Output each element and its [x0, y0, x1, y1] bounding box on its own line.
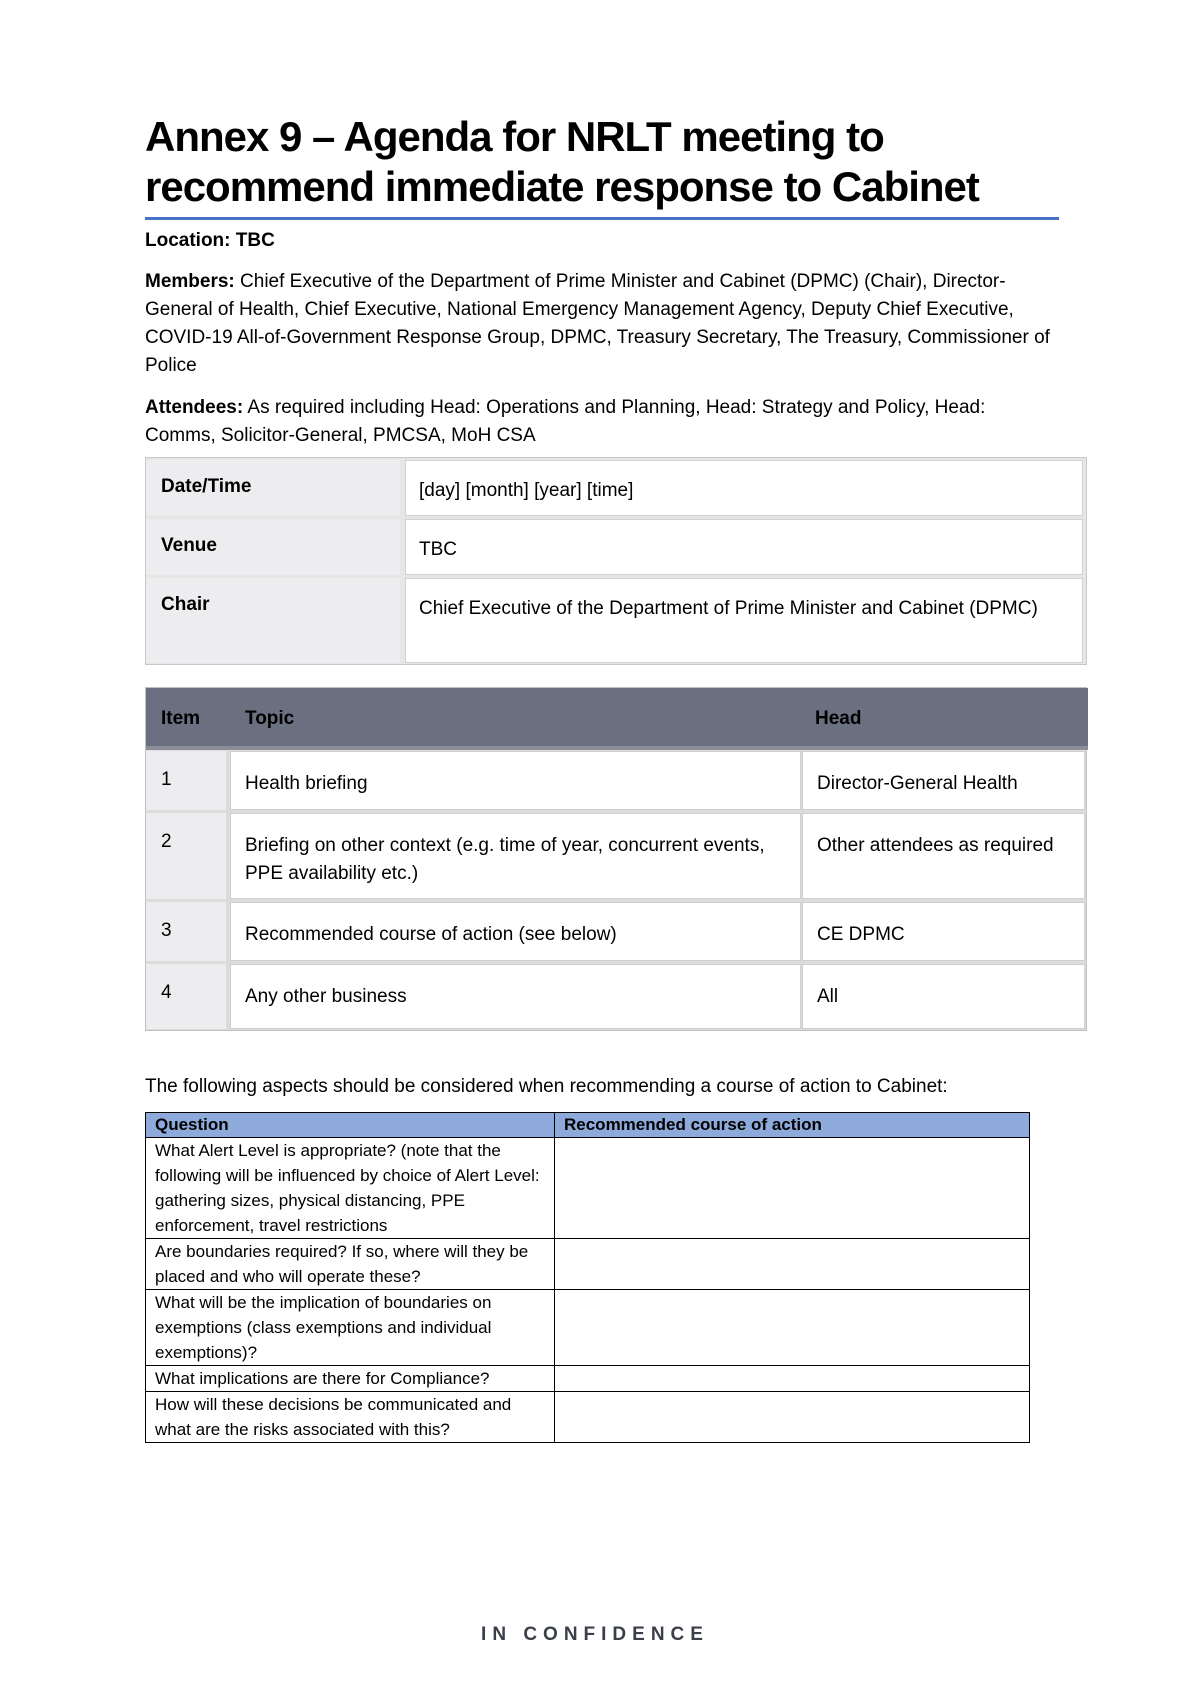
- agenda-topic: Briefing on other context (e.g. time of year, concurrent events, PPE availability etc.): [245, 835, 765, 884]
- table-row: [146, 1290, 1030, 1366]
- table-row: [146, 1239, 1030, 1290]
- table-row: [146, 1392, 1030, 1443]
- agenda-item-number: 2: [161, 831, 172, 852]
- agenda-topic: Any other business: [245, 986, 407, 1007]
- members-value: Chief Executive of the Department of Prime Minister and Cabinet (DPMC) (Chair), Director-General of Health, Chief Executive, National Emergency Management Agency, Deputy Chief Executive, COVID-19 All-of-Government Response Group, DPMC, Treasury Secretary, The Treasury, Commissioner of Police: [145, 271, 1050, 376]
- agenda-row: [146, 902, 1088, 961]
- agenda-header-head: Head: [815, 708, 862, 729]
- agenda-head: All: [817, 986, 839, 1007]
- action-cell: [555, 1138, 1030, 1239]
- considerations-table: [145, 1112, 1030, 1443]
- title-underline: [145, 217, 1059, 220]
- question-cell: What Alert Level is appropriate? (note that the following will be influenced by choice of Alert Level: gathering sizes, physical distancing, PPE enforcement, travel restrictions: [146, 1138, 555, 1239]
- page-title: Annex 9 – Agenda for NRLT meeting to recommend immediate response to Cabinet: [145, 113, 979, 210]
- action-cell: [555, 1392, 1030, 1443]
- action-cell: [555, 1239, 1030, 1290]
- question-cell: Are boundaries required? If so, where will they be placed and who will operate these?: [146, 1239, 555, 1290]
- confidentiality-footer: IN CONFIDENCE: [481, 1624, 709, 1645]
- meeting-row-chair: [146, 578, 1086, 663]
- meeting-row-datetime: [146, 460, 1086, 516]
- datetime-value: [day] [month] [year] [time]: [419, 480, 634, 501]
- action-cell: [555, 1290, 1030, 1366]
- agenda-head: Other attendees as required: [817, 835, 1054, 856]
- agenda-item-number: 4: [161, 982, 172, 1003]
- agenda-topic: Health briefing: [245, 773, 368, 794]
- agenda-head: Director-General Health: [817, 773, 1018, 794]
- agenda-row: [146, 751, 1088, 810]
- agenda-table: [145, 687, 1087, 1031]
- action-cell: [555, 1366, 1030, 1392]
- agenda-header-topic: Topic: [245, 708, 295, 729]
- chair-value: Chief Executive of the Department of Prime Minister and Cabinet (DPMC): [419, 598, 1038, 619]
- attendees-value: As required including Head: Operations and Planning, Head: Strategy and Policy, Head: Comms, Solicitor-General, PMCSA, MoH CSA: [145, 397, 986, 446]
- considerations-header-row: [146, 1113, 1030, 1138]
- table-row: [146, 1366, 1030, 1392]
- agenda-topic: Recommended course of action (see below): [245, 924, 617, 945]
- question-cell: What implications are there for Compliance?: [146, 1366, 555, 1392]
- agenda-row: [146, 964, 1088, 1029]
- agenda-head: CE DPMC: [817, 924, 905, 945]
- question-cell: What will be the implication of boundaries on exemptions (class exemptions and individual exemptions)?: [146, 1290, 555, 1366]
- agenda-item-number: 3: [161, 920, 172, 941]
- table-row: [146, 1138, 1030, 1239]
- action-header: Recommended course of action: [555, 1113, 1030, 1138]
- agenda-header-row: [146, 688, 1088, 746]
- attendees-label: Attendees:: [145, 397, 244, 418]
- chair-label: Chair: [161, 594, 210, 615]
- location-value: TBC: [235, 230, 275, 251]
- attendees-paragraph: [145, 394, 1060, 450]
- members-label: Members:: [145, 271, 235, 292]
- question-header: Question: [146, 1113, 555, 1138]
- agenda-item-number: 1: [161, 769, 172, 790]
- datetime-label: Date/Time: [161, 476, 252, 497]
- venue-label: Venue: [161, 535, 217, 556]
- agenda-row: [146, 813, 1088, 899]
- agenda-header-shadow: [146, 746, 1088, 750]
- location-label: Location:: [145, 230, 231, 251]
- question-cell: How will these decisions be communicated and what are the risks associated with this?: [146, 1392, 555, 1443]
- members-paragraph: [145, 268, 1060, 380]
- considerations-intro: The following aspects should be considered when recommending a course of action to Cabinet:: [145, 1076, 948, 1097]
- venue-value: TBC: [419, 539, 457, 560]
- agenda-header-item: Item: [161, 708, 201, 729]
- meeting-row-venue: [146, 519, 1086, 575]
- meeting-details-table: [145, 457, 1087, 665]
- location-line: [145, 227, 1060, 255]
